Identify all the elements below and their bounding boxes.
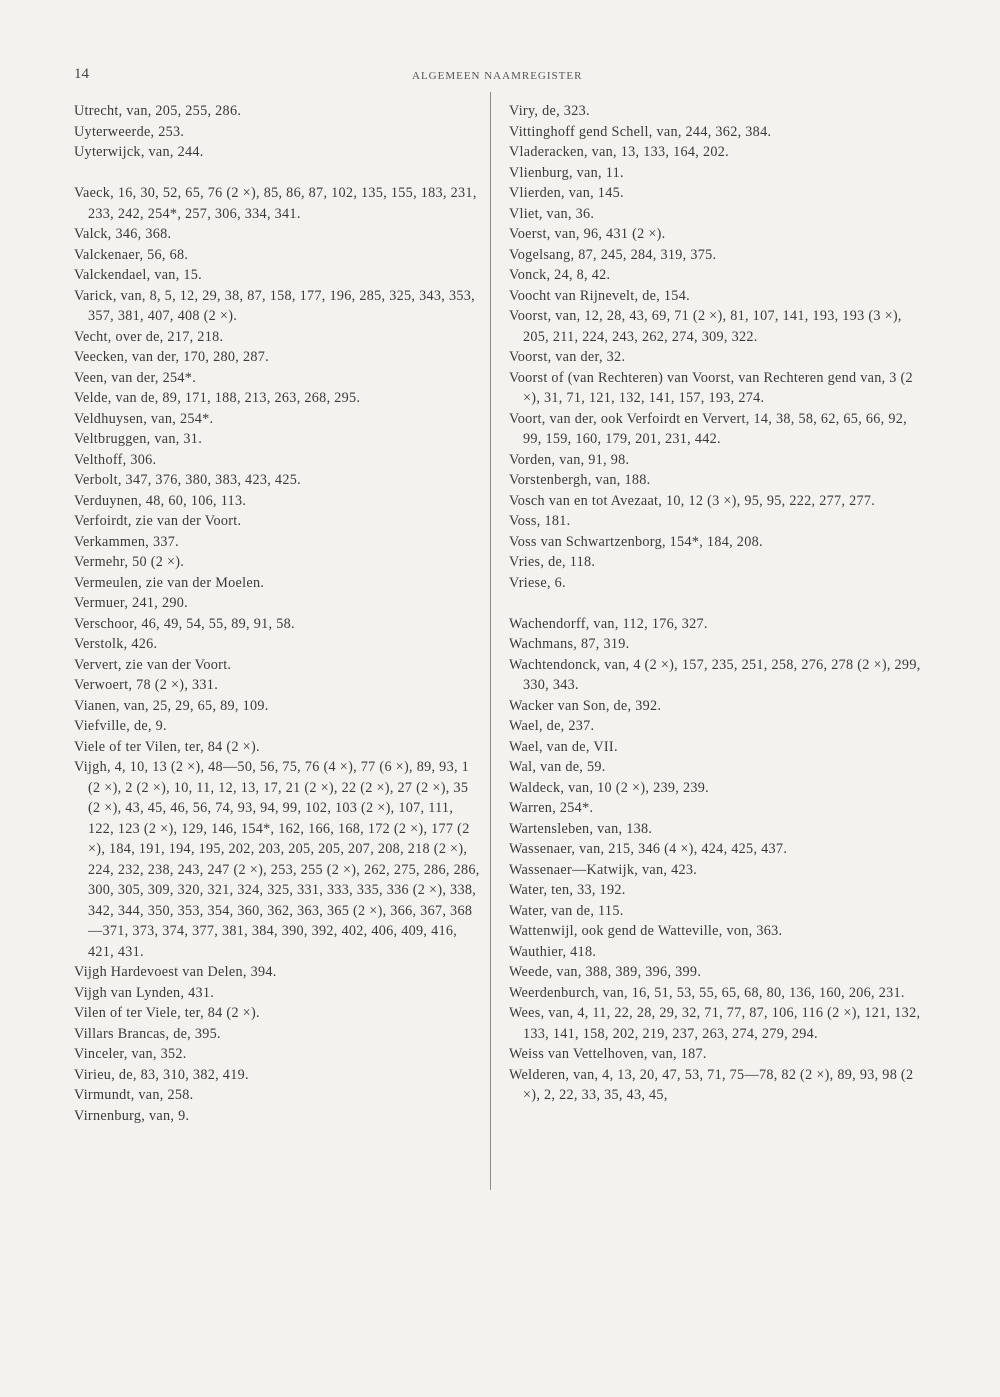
index-entry: Utrecht, van, 205, 255, 286. [74, 103, 242, 119]
index-entry: Wael, de, 237. [509, 718, 595, 734]
index-entry: Verfoirdt, zie van der Voort. [74, 513, 242, 529]
index-entry: Vonck, 24, 8, 42. [509, 267, 611, 283]
index-entry: Vries, de, 118. [509, 554, 596, 570]
index-entry: Wachmans, 87, 319. [509, 636, 630, 652]
index-entry: Virmundt, van, 258. [74, 1087, 194, 1103]
index-entry: Waldeck, van, 10 (2 ×), 239, 239. [509, 779, 709, 796]
index-entry: Valck, 346, 368. [74, 226, 172, 242]
column-divider [490, 92, 491, 1190]
index-entry: Voorst, van, 12, 28, 43, 69, 71 (2 ×), 81, 107, 141, 193, 193 (3 ×), 205, 211, 224, 243, 262, 274, 309, 322. [509, 308, 902, 345]
index-entry: Vorstenbergh, van, 188. [509, 472, 651, 488]
index-entry: Valckendael, van, 15. [74, 267, 203, 283]
index-entry: Ververt, zie van der Voort. [74, 656, 232, 673]
index-entry: Veltbruggen, van, 31. [74, 431, 203, 447]
index-entry: Viefville, de, 9. [74, 718, 167, 734]
index-entry: Vecht, over de, 217, 218. [74, 328, 224, 345]
index-entry: Uyterweerde, 253. [74, 123, 185, 140]
index-entry: Vermehr, 50 (2 ×). [74, 554, 185, 570]
index-entry: Wachendorff, van, 112, 176, 327. [509, 615, 708, 632]
index-entry: Verwoert, 78 (2 ×), 331. [74, 677, 219, 693]
index-entry: Veecken, van der, 170, 280, 287. [74, 349, 269, 365]
index-entry: Wacker van Son, de, 392. [509, 697, 662, 714]
running-title: ALGEMEEN NAAMREGISTER [412, 70, 583, 82]
index-entry: Voorst, van der, 32. [509, 349, 626, 365]
index-entry: Villars Brancas, de, 395. [74, 1025, 221, 1042]
index-entry: Vlierden, van, 145. [509, 185, 624, 201]
index-entry: Vittinghoff gend Schell, van, 244, 362, 384. [509, 123, 772, 140]
index-entry: Wachtendonck, van, 4 (2 ×), 157, 235, 251, 258, 276, 278 (2 ×), 299, 330, 343. [509, 656, 921, 693]
right-column [509, 101, 929, 1106]
index-entry: Vermeulen, zie van der Moelen. [74, 574, 265, 591]
index-entry: Valckenaer, 56, 68. [74, 246, 189, 263]
index-entry: Vlienburg, van, 11. [509, 164, 624, 181]
page-number: 14 [74, 66, 89, 82]
index-entry: Velde, van de, 89, 171, 188, 213, 263, 268, 295. [74, 390, 361, 406]
index-entry: Weede, van, 388, 389, 396, 399. [509, 964, 702, 980]
index-entry: Voorst of (van Rechteren) van Voorst, van Rechteren gend van, 3 (2 ×), 31, 71, 121, 132, 141, 157, 193, 274. [509, 369, 913, 406]
left-column [74, 101, 482, 1126]
section-gap [74, 163, 482, 184]
index-entry: Virnenburg, van, 9. [74, 1107, 190, 1124]
index-entry: Voort, van der, ook Verfoirdt en Ververt, 14, 38, 58, 62, 65, 66, 92, 99, 159, 160, 179, 201, 231, 442. [509, 410, 908, 447]
index-entry: Wees, van, 4, 11, 22, 28, 29, 32, 71, 77, 87, 106, 116 (2 ×), 121, 132, 133, 141, 158, 202, 219, 237, 263, 274, 279, 294. [509, 1005, 921, 1042]
index-entry: Vermuer, 241, 290. [74, 595, 188, 611]
index-entry: Voss, 181. [509, 513, 571, 529]
index-entry: Vaeck, 16, 30, 52, 65, 76 (2 ×), 85, 86, 87, 102, 135, 155, 183, 231, 233, 242, 254*, 257, 306, 334, 341. [74, 185, 477, 222]
index-entry: Varick, van, 8, 5, 12, 29, 38, 87, 158, 177, 196, 285, 325, 343, 353, 357, 381, 407, 408 (2 ×). [74, 287, 475, 324]
index-entry: Wartensleben, van, 138. [509, 820, 653, 837]
section-gap [509, 593, 929, 614]
index-entry: Veen, van der, 254*. [74, 369, 197, 386]
index-entry: Velthoff, 306. [74, 451, 157, 468]
index-entry: Vijgh, 4, 10, 13 (2 ×), 48—50, 56, 75, 76 (4 ×), 77 (6 ×), 89, 93, 1 (2 ×), 2 (2 ×), 10, 11, 12, 13, 17, 21 (2 ×), 22 (2 ×), 27 (2 ×), 35 (2 ×), 43, 45, 46, 56, 74, 93, 94, 99, 102, 103 (2 ×), 107, 111, 122, 123 (2 ×), 129, 146, 154*, 162, 166, 168, 172 (2 ×), 177 (2 ×), 184, 191, 194, 195, 202, 203, 205, 205, 207, 208, 218 (2 ×), 224, 232, 238, 243, 247 (2 ×), 253, 255 (2 ×), 262, 275, 286, 286, 300, 305, 309, 320, 321, 324, 325, 331, 333, 335, 336 (2 ×), 338, 342, 344, 350, 353, 354, 360, 362, 363, 365 (2 ×), 366, 367, 368—371, 373, 374, 377, 381, 384, 390, 392, 402, 406, 409, 416, 421, 431. [74, 759, 480, 960]
index-entry: Vijgh van Lynden, 431. [74, 984, 215, 1001]
index-entry: Uyterwijck, van, 244. [74, 144, 204, 160]
index-entry: Vijgh Hardevoest van Delen, 394. [74, 964, 277, 980]
index-entry: Vogelsang, 87, 245, 284, 319, 375. [509, 246, 717, 263]
index-entry: Vliet, van, 36. [509, 205, 595, 222]
index-entry: Wattenwijl, ook gend de Watteville, von, 363. [509, 923, 783, 939]
index-entry: Wael, van de, VII. [509, 738, 618, 755]
index-entry: Verduynen, 48, 60, 106, 113. [74, 492, 247, 509]
index-entry: Vilen of ter Viele, ter, 84 (2 ×). [74, 1005, 260, 1021]
index-entry: Water, van de, 115. [509, 902, 624, 919]
index-entry: Vriese, 6. [509, 574, 566, 591]
index-entry: Voerst, van, 96, 431 (2 ×). [509, 226, 666, 242]
index-entry: Verstolk, 426. [74, 636, 158, 652]
index-entry: Vosch van en tot Avezaat, 10, 12 (3 ×), 95, 95, 222, 277, 277. [509, 492, 876, 509]
index-entry: Voocht van Rijnevelt, de, 154. [509, 287, 690, 304]
index-entry: Viele of ter Vilen, ter, 84 (2 ×). [74, 738, 260, 755]
index-entry: Wauthier, 418. [509, 943, 597, 960]
index-entry: Virieu, de, 83, 310, 382, 419. [74, 1066, 249, 1083]
index-entry: Welderen, van, 4, 13, 20, 47, 53, 71, 75—78, 82 (2 ×), 89, 93, 98 (2 ×), 2, 22, 33, 35, 43, 45, [509, 1066, 914, 1103]
index-entry: Verkammen, 337. [74, 533, 179, 550]
index-entry: Weiss van Vettelhoven, van, 187. [509, 1046, 707, 1062]
index-entry: Verschoor, 46, 49, 54, 55, 89, 91, 58. [74, 615, 295, 632]
index-entry: Wassenaer—Katwijk, van, 423. [509, 861, 698, 878]
index-entry: Voss van Schwartzenborg, 154*, 184, 208. [509, 533, 763, 550]
index-entry: Viry, de, 323. [509, 103, 590, 119]
index-entry: Water, ten, 33, 192. [509, 882, 626, 898]
index-entry: Wal, van de, 59. [509, 759, 606, 775]
index-entry: Vianen, van, 25, 29, 65, 89, 109. [74, 697, 269, 714]
index-entry: Warren, 254*. [509, 800, 594, 816]
index-entry: Weerdenburch, van, 16, 51, 53, 55, 65, 68, 80, 136, 160, 206, 231. [509, 984, 905, 1001]
index-entry: Veldhuysen, van, 254*. [74, 410, 214, 427]
index-entry: Vinceler, van, 352. [74, 1046, 187, 1062]
index-entry: Vladeracken, van, 13, 133, 164, 202. [509, 144, 730, 160]
index-entry: Wassenaer, van, 215, 346 (4 ×), 424, 425, 437. [509, 841, 788, 857]
index-entry: Vorden, van, 91, 98. [509, 451, 630, 468]
index-entry: Verbolt, 347, 376, 380, 383, 423, 425. [74, 472, 301, 488]
